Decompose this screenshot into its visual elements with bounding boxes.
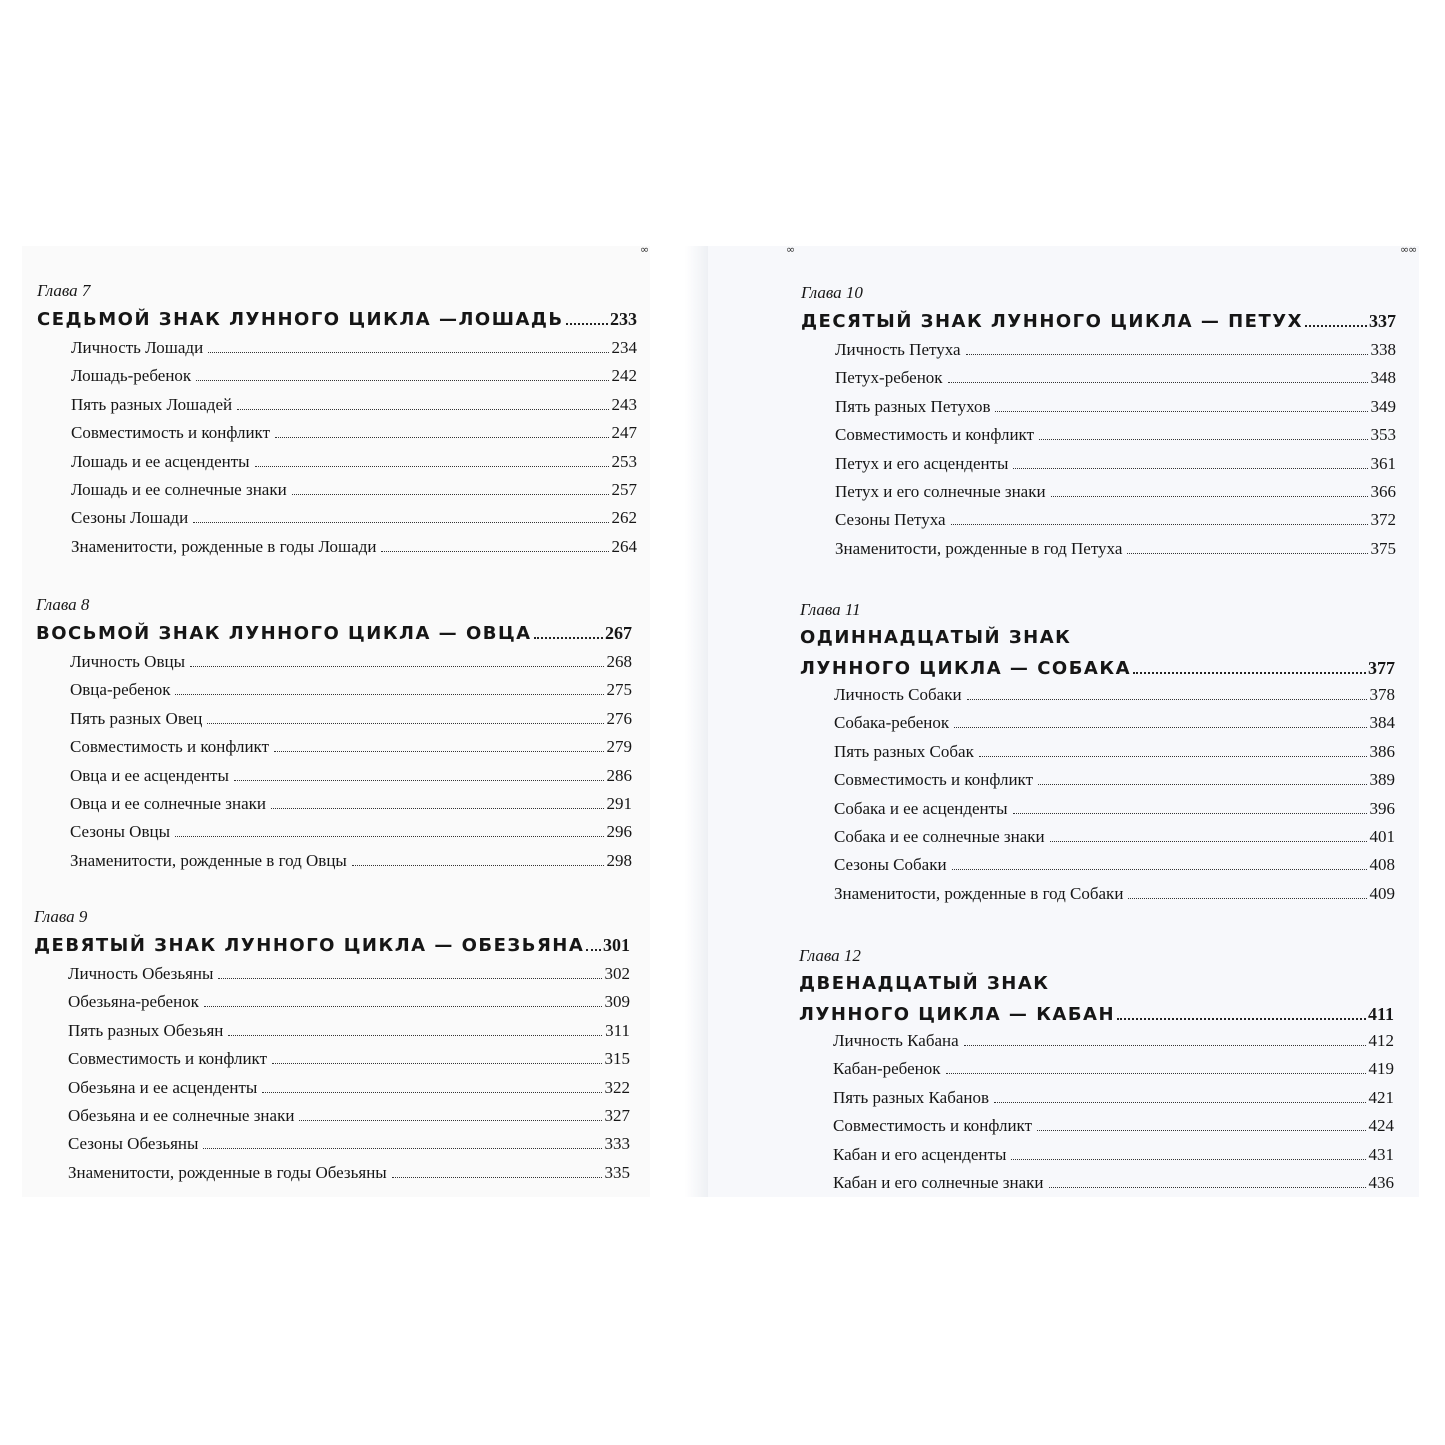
- toc-entry-text: Обезьяна-ребенок: [68, 992, 199, 1012]
- chapter-title-line1: ОДИННАДЦАТЫЙ ЗНАК: [800, 627, 1072, 648]
- dot-leader: [566, 323, 608, 325]
- toc-entry-text: Пять разных Лошадей: [71, 394, 233, 414]
- toc-entry-page: 409: [1369, 883, 1395, 903]
- chapter-title-text: СЕДЬМОЙ ЗНАК ЛУННОГО ЦИКЛА —ЛОШАДЬ: [37, 309, 564, 330]
- toc-entry[interactable]: [34, 1159, 630, 1187]
- toc-entry-text: Лошадь и ее асценденты: [71, 451, 250, 471]
- dot-leader: [1037, 1130, 1365, 1131]
- dot-leader: [392, 1177, 602, 1178]
- chapter-page-number: 337: [1369, 311, 1396, 331]
- toc-entry-text: Пять разных Собак: [834, 741, 974, 761]
- toc-entry-text: Петух и его асценденты: [835, 453, 1009, 473]
- toc-entry-text: Кабан и его асценденты: [833, 1144, 1007, 1164]
- toc-entry[interactable]: [801, 393, 1396, 421]
- dot-leader: [994, 1102, 1365, 1103]
- dot-leader: [352, 865, 604, 866]
- chapter-label: Глава 8: [36, 595, 90, 614]
- chapter-label: Глава 10: [801, 283, 863, 302]
- dot-leader: [1127, 553, 1367, 554]
- toc-entry[interactable]: [34, 960, 630, 988]
- dot-leader: [204, 1006, 602, 1007]
- toc-entry[interactable]: [34, 1130, 630, 1158]
- toc-entry-page: 424: [1368, 1116, 1394, 1136]
- toc-entry-text: Знаменитости, рожденные в годы Лошади: [71, 536, 377, 556]
- toc-entry-text: Знаменитости, рожденные в год Овцы: [70, 850, 347, 870]
- toc-entry-text: Кабан и его солнечные знаки: [833, 1172, 1044, 1192]
- toc-entry[interactable]: [799, 1141, 1394, 1169]
- dot-leader: [1013, 813, 1367, 814]
- dot-leader: [1051, 496, 1368, 497]
- toc-entry-page: 275: [606, 680, 632, 700]
- dot-leader: [193, 522, 608, 523]
- toc-entry[interactable]: [801, 478, 1396, 506]
- dot-leader: [948, 382, 1368, 383]
- toc-entry[interactable]: [37, 448, 637, 476]
- dot-leader: [1128, 898, 1366, 899]
- toc-entry[interactable]: [800, 681, 1395, 709]
- toc-entry[interactable]: [34, 988, 630, 1016]
- toc-entry-page: 268: [606, 652, 632, 671]
- toc-entry-page: 247: [611, 423, 637, 443]
- toc-entry[interactable]: [800, 709, 1395, 737]
- chapter-10: [801, 280, 1396, 563]
- dot-leader: [1049, 1187, 1366, 1188]
- toc-entry-page: 348: [1370, 368, 1396, 388]
- toc-entry[interactable]: [36, 705, 632, 733]
- toc-entry-text: Совместимость и конфликт: [833, 1116, 1033, 1136]
- dot-leader: [1038, 784, 1366, 785]
- toc-entry-text: Петух-ребенок: [835, 368, 943, 388]
- chapter-11: [800, 597, 1395, 908]
- chapter-title[interactable]: [34, 930, 630, 960]
- toc-entry-text: Пять разных Обезьян: [68, 1020, 224, 1040]
- dot-leader: [234, 780, 604, 781]
- toc-entry[interactable]: [801, 535, 1396, 563]
- chapter-9: [34, 904, 630, 1187]
- toc-entry-page: 401: [1369, 826, 1395, 846]
- dot-leader: [586, 949, 601, 951]
- toc-entry[interactable]: [800, 738, 1395, 766]
- chapter-label: Глава 11: [800, 600, 861, 619]
- chapter-title[interactable]: [799, 969, 1394, 1027]
- ornament-icon: ∞∞: [1400, 243, 1417, 256]
- dot-leader: [237, 409, 608, 410]
- toc-entry-text: Собака и ее солнечные знаки: [834, 826, 1045, 846]
- dot-leader: [292, 494, 609, 495]
- toc-entry-text: Знаменитости, рожденные в год Собаки: [834, 883, 1124, 903]
- toc-entry-page: 375: [1370, 538, 1396, 558]
- toc-entry-page: 386: [1369, 741, 1395, 761]
- chapter-title-text: ВОСЬМОЙ ЗНАК ЛУННОГО ЦИКЛА — ОВЦА: [36, 623, 532, 644]
- toc-entry-page: 389: [1369, 770, 1395, 790]
- toc-entry[interactable]: [34, 1045, 630, 1073]
- toc-entry[interactable]: [800, 851, 1395, 879]
- dot-leader: [274, 751, 603, 752]
- toc-entry-page: 421: [1368, 1087, 1394, 1107]
- chapter-7: [37, 278, 637, 561]
- toc-entry-text: Пять разных Кабанов: [833, 1087, 990, 1107]
- toc-entry[interactable]: [37, 334, 637, 362]
- chapter-title[interactable]: [801, 306, 1396, 336]
- toc-entry[interactable]: [36, 733, 632, 761]
- toc-entry-text: Сезоны Лошади: [71, 508, 189, 528]
- toc-entry-page: 311: [605, 1020, 630, 1040]
- toc-entry[interactable]: [36, 648, 632, 676]
- toc-entry-page: 436: [1368, 1172, 1394, 1192]
- toc-entry-page: 349: [1370, 396, 1396, 416]
- dot-leader: [966, 354, 1368, 355]
- toc-entry-page: 279: [606, 737, 632, 757]
- toc-entry-text: Петух и его солнечные знаки: [835, 481, 1046, 501]
- dot-leader: [228, 1035, 602, 1036]
- dot-leader: [954, 727, 1366, 728]
- toc-entry-text: Собака и ее асценденты: [834, 798, 1008, 818]
- ornament-icon: ∞: [786, 243, 795, 256]
- chapter-page-number: 233: [610, 309, 637, 329]
- toc-entry-page: 335: [604, 1162, 630, 1182]
- toc-entry[interactable]: [801, 364, 1396, 392]
- toc-entry[interactable]: [37, 419, 637, 447]
- chapter-12: [799, 943, 1394, 1197]
- toc-entry-text: Сезоны Овцы: [70, 822, 171, 842]
- toc-entry-text: Овца и ее солнечные знаки: [70, 793, 266, 813]
- chapter-title-line1: ДВЕНАДЦАТЫЙ ЗНАК: [799, 973, 1050, 994]
- toc-entry-page: 353: [1370, 425, 1396, 445]
- toc-entry[interactable]: [799, 1084, 1394, 1112]
- toc-entry[interactable]: [37, 362, 637, 390]
- toc-entry-text: Личность Лошади: [71, 338, 204, 357]
- chapter-title[interactable]: [36, 618, 632, 648]
- toc-entry[interactable]: [37, 476, 637, 504]
- dot-leader: [1133, 672, 1366, 674]
- toc-entry-text: Овца-ребенок: [70, 680, 171, 700]
- toc-entry-page: 419: [1368, 1059, 1394, 1079]
- toc-entry-page: 286: [606, 765, 632, 785]
- dot-leader: [1039, 439, 1367, 440]
- toc-entry-text: Лошадь и ее солнечные знаки: [71, 479, 287, 499]
- toc-entry-page: 257: [611, 479, 637, 499]
- dot-leader: [175, 836, 603, 837]
- toc-entry[interactable]: [801, 336, 1396, 364]
- dot-leader: [208, 352, 608, 353]
- dot-leader: [534, 637, 603, 639]
- dot-leader: [979, 756, 1367, 757]
- toc-entry-page: 296: [606, 822, 632, 842]
- toc-entry[interactable]: [36, 676, 632, 704]
- toc-entry[interactable]: [37, 533, 637, 561]
- toc-entry-page: 372: [1370, 510, 1396, 530]
- toc-entry[interactable]: [36, 847, 632, 875]
- toc-entry-page: 366: [1370, 481, 1396, 501]
- dot-leader: [381, 551, 608, 552]
- toc-entry-text: Сезоны Обезьяны: [68, 1134, 199, 1154]
- toc-entry[interactable]: [34, 1102, 630, 1130]
- toc-entry-page: 262: [611, 508, 637, 528]
- dot-leader: [951, 524, 1368, 525]
- toc-entry-page: 298: [606, 850, 632, 870]
- dot-leader: [1011, 1159, 1365, 1160]
- dot-leader: [271, 808, 604, 809]
- toc-entry-page: 361: [1370, 453, 1396, 473]
- chapter-label: Глава 12: [799, 946, 861, 965]
- dot-leader: [299, 1120, 601, 1121]
- dot-leader: [175, 694, 603, 695]
- toc-entry-text: Сезоны Петуха: [835, 510, 946, 530]
- toc-entry-page: 309: [604, 992, 630, 1012]
- dot-leader: [1305, 325, 1367, 327]
- toc-entry-page: 302: [604, 964, 630, 983]
- chapter-label: Глава 7: [37, 281, 91, 300]
- dot-leader: [218, 978, 601, 979]
- dot-leader: [1117, 1018, 1366, 1020]
- toc-entry-text: Совместимость и конфликт: [834, 770, 1034, 790]
- toc-entry-text: Обезьяна и ее солнечные знаки: [68, 1105, 295, 1125]
- toc-entry-text: Сезоны Собаки: [834, 855, 947, 875]
- chapter-title[interactable]: [800, 623, 1395, 681]
- chapter-page-number: 301: [603, 935, 630, 955]
- toc-entry[interactable]: [34, 1017, 630, 1045]
- dot-leader: [995, 411, 1367, 412]
- chapter-title-text: ДЕВЯТЫЙ ЗНАК ЛУННОГО ЦИКЛА — ОБЕЗЬЯНА: [34, 935, 585, 956]
- book-gutter: [650, 246, 708, 1197]
- toc-entry-text: Кабан-ребенок: [833, 1059, 941, 1079]
- chapter-title-line2: ЛУННОГО ЦИКЛА — СОБАКА: [800, 658, 1131, 679]
- chapter-label: Глава 9: [34, 907, 88, 926]
- toc-entry-text: Обезьяна и ее асценденты: [68, 1077, 258, 1097]
- toc-entry[interactable]: [800, 795, 1395, 823]
- toc-entry-page: 396: [1369, 798, 1395, 818]
- dot-leader: [272, 1063, 601, 1064]
- toc-entry-page: 253: [611, 451, 637, 471]
- chapter-page-number: 377: [1368, 658, 1395, 678]
- toc-entry[interactable]: [801, 506, 1396, 534]
- dot-leader: [967, 699, 1367, 700]
- toc-entry[interactable]: [799, 1027, 1394, 1055]
- dot-leader: [952, 869, 1367, 870]
- toc-entry-page: 234: [611, 338, 637, 357]
- chapter-title[interactable]: [37, 304, 637, 334]
- dot-leader: [1013, 468, 1367, 469]
- toc-entry[interactable]: [37, 504, 637, 532]
- toc-entry[interactable]: [801, 421, 1396, 449]
- toc-entry-text: Знаменитости, рожденные в годы Обезьяны: [68, 1162, 387, 1182]
- toc-entry[interactable]: [800, 823, 1395, 851]
- toc-entry-text: Совместимость и конфликт: [835, 425, 1035, 445]
- dot-leader: [275, 437, 608, 438]
- toc-entry-text: Собака-ребенок: [834, 713, 950, 733]
- toc-entry[interactable]: [800, 880, 1395, 908]
- toc-entry[interactable]: [800, 766, 1395, 794]
- toc-entry[interactable]: [799, 1169, 1394, 1197]
- dot-leader: [190, 666, 604, 667]
- chapter-8: [36, 592, 632, 875]
- toc-entry-text: Знаменитости, рожденные в год Петуха: [835, 538, 1123, 558]
- toc-entry-text: Личность Петуха: [835, 340, 961, 359]
- toc-entry-text: Пять разных Овец: [70, 708, 203, 728]
- toc-entry-page: 243: [611, 394, 637, 414]
- toc-entry[interactable]: [799, 1112, 1394, 1140]
- toc-entry-page: 242: [611, 366, 637, 386]
- toc-entry-text: Личность Овцы: [70, 652, 185, 671]
- dot-leader: [964, 1045, 1366, 1046]
- toc-entry-page: 264: [611, 536, 637, 556]
- toc-entry[interactable]: [801, 450, 1396, 478]
- toc-entry-page: 431: [1368, 1144, 1394, 1164]
- toc-entry-text: Личность Собаки: [834, 685, 962, 704]
- toc-entry-text: Личность Обезьяны: [68, 964, 214, 983]
- toc-entry-page: 384: [1369, 713, 1395, 733]
- toc-entry[interactable]: [36, 790, 632, 818]
- toc-entry[interactable]: [36, 762, 632, 790]
- toc-entry-page: 412: [1368, 1031, 1394, 1050]
- toc-entry-text: Овца и ее асценденты: [70, 765, 229, 785]
- toc-entry-text: Совместимость и конфликт: [68, 1049, 268, 1069]
- dot-leader: [207, 723, 603, 724]
- toc-entry[interactable]: [799, 1055, 1394, 1083]
- toc-entry-page: 322: [604, 1077, 630, 1097]
- toc-entry-text: Лошадь-ребенок: [71, 366, 192, 386]
- toc-entry-page: 408: [1369, 855, 1395, 875]
- toc-entry-page: 276: [606, 708, 632, 728]
- ornament-icon: ∞: [640, 243, 649, 256]
- dot-leader: [196, 380, 608, 381]
- chapter-page-number: 411: [1367, 1004, 1394, 1024]
- toc-entry-page: 327: [604, 1105, 630, 1125]
- toc-entry-page: 315: [604, 1049, 630, 1069]
- toc-entry-text: Личность Кабана: [833, 1031, 959, 1050]
- chapter-page-number: 267: [605, 623, 632, 643]
- toc-entry[interactable]: [34, 1074, 630, 1102]
- dot-leader: [262, 1092, 601, 1093]
- toc-entry-page: 378: [1369, 685, 1395, 704]
- toc-entry-text: Совместимость и конфликт: [70, 737, 270, 757]
- toc-entry-text: Совместимость и конфликт: [71, 423, 271, 443]
- chapter-title-text: ДЕСЯТЫЙ ЗНАК ЛУННОГО ЦИКЛА — ПЕТУХ: [801, 311, 1304, 332]
- dot-leader: [203, 1148, 601, 1149]
- toc-entry[interactable]: [37, 391, 637, 419]
- dot-leader: [255, 466, 609, 467]
- dot-leader: [946, 1073, 1366, 1074]
- toc-entry-text: Пять разных Петухов: [835, 396, 991, 416]
- toc-entry-page: 338: [1370, 340, 1396, 359]
- dot-leader: [1050, 841, 1367, 842]
- chapter-title-line2: ЛУННОГО ЦИКЛА — КАБАН: [799, 1004, 1116, 1025]
- toc-entry[interactable]: [36, 818, 632, 846]
- toc-entry-page: 291: [606, 793, 632, 813]
- toc-entry-page: 333: [604, 1134, 630, 1154]
